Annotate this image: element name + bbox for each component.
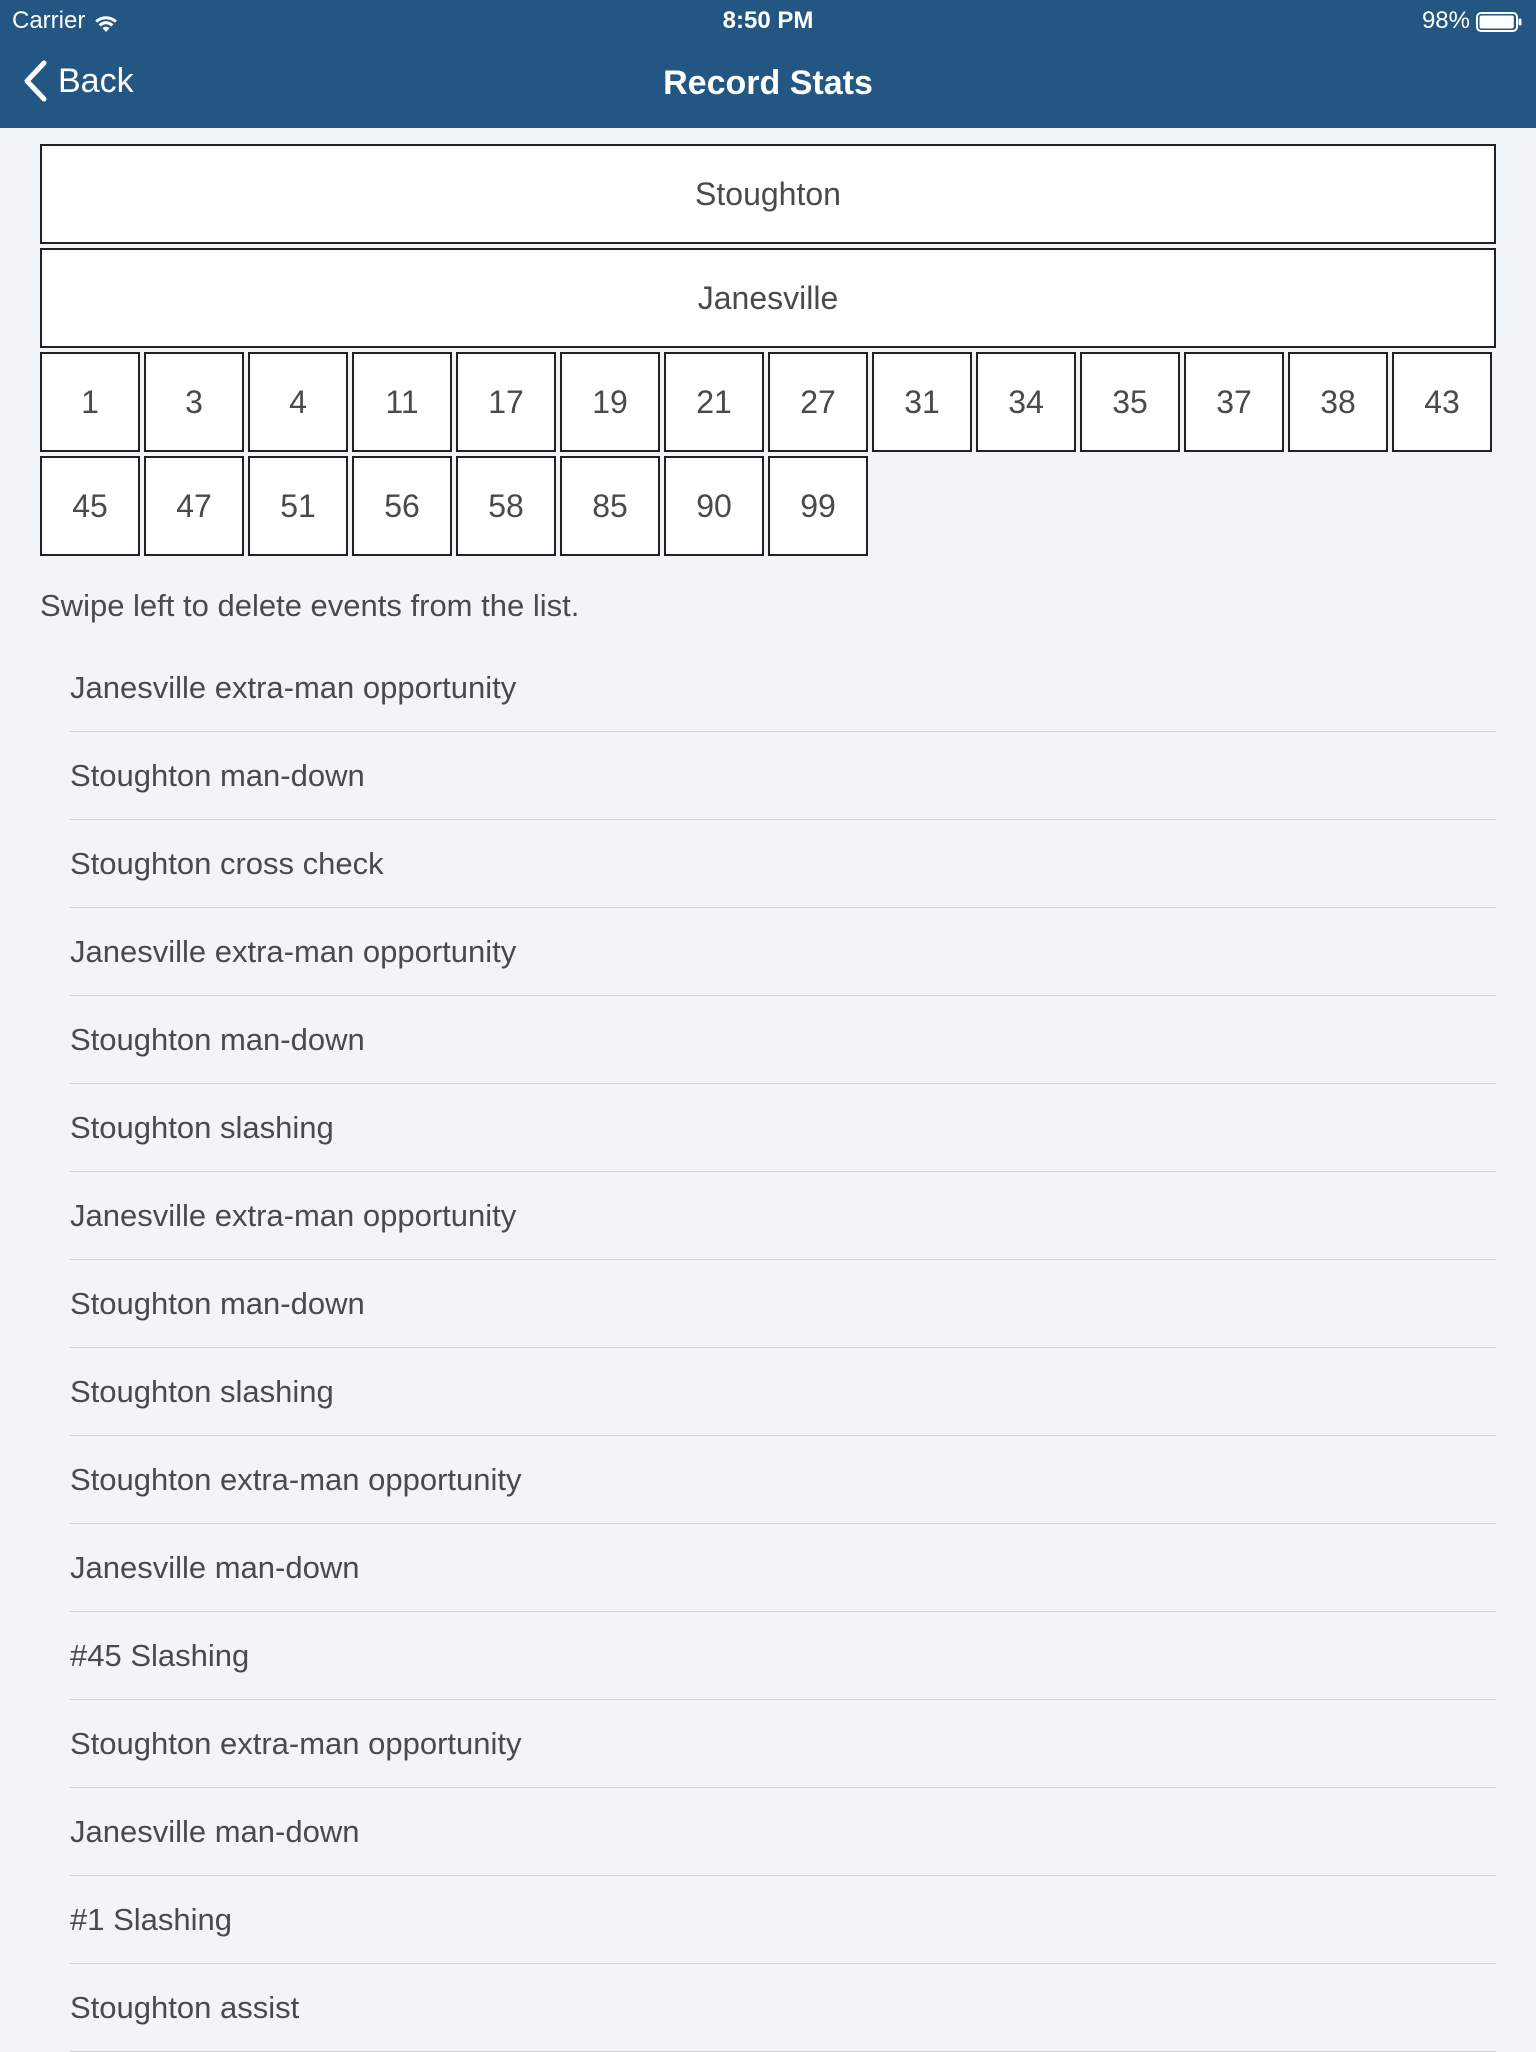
player-number-button[interactable]: 47 [144,456,244,556]
player-number-button[interactable]: 45 [40,456,140,556]
team-button-home[interactable]: Stoughton [40,144,1496,244]
player-number-button[interactable]: 99 [768,456,868,556]
player-number-button[interactable]: 19 [560,352,660,452]
player-number-button[interactable]: 51 [248,456,348,556]
event-list-item[interactable]: Stoughton man-down [70,732,1496,820]
status-bar [0,0,1536,40]
player-number-button[interactable]: 27 [768,352,868,452]
player-number-button[interactable]: 31 [872,352,972,452]
player-number-button[interactable]: 35 [1080,352,1180,452]
player-number-button[interactable]: 11 [352,352,452,452]
back-label: Back [58,61,134,100]
player-number-button[interactable]: 1 [40,352,140,452]
player-number-button[interactable]: 34 [976,352,1076,452]
event-list-item[interactable]: Janesville extra-man opportunity [70,644,1496,732]
battery-icon [1476,11,1522,31]
player-number-button[interactable]: 56 [352,456,452,556]
event-list-item[interactable]: Stoughton man-down [70,1260,1496,1348]
event-list-item[interactable]: Stoughton cross check [70,820,1496,908]
player-number-button[interactable]: 21 [664,352,764,452]
battery-indicator [1422,7,1522,35]
page-title: Record Stats [663,64,873,102]
event-list-item[interactable]: Stoughton assist [70,1964,1496,2052]
nav-bar [0,40,1536,128]
player-number-button[interactable]: 90 [664,456,764,556]
event-list-item[interactable]: Janesville extra-man opportunity [70,908,1496,996]
player-number-button[interactable]: 3 [144,352,244,452]
team-button-away[interactable]: Janesville [40,248,1496,348]
player-number-button[interactable]: 37 [1184,352,1284,452]
carrier-label: Carrier [12,7,86,34]
event-list-item[interactable]: Stoughton slashing [70,1348,1496,1436]
event-list-item[interactable]: Janesville man-down [70,1788,1496,1876]
player-number-button[interactable]: 38 [1288,352,1388,452]
swipe-hint: Swipe left to delete events from the list. [40,588,580,623]
player-number-button[interactable]: 43 [1392,352,1492,452]
battery-percent: 98% [1421,7,1470,34]
event-list-item[interactable]: Janesville extra-man opportunity [70,1172,1496,1260]
event-list-item[interactable]: #45 Slashing [70,1612,1496,1700]
player-number-grid [40,352,1496,556]
event-list-item[interactable]: Janesville man-down [70,1524,1496,1612]
player-number-button[interactable]: 4 [248,352,348,452]
event-list-item[interactable]: Stoughton man-down [70,996,1496,1084]
event-list-item[interactable]: #1 Slashing [70,1876,1496,1964]
player-number-button[interactable]: 17 [456,352,556,452]
status-time: 8:50 PM [722,7,814,34]
player-number-button[interactable]: 58 [456,456,556,556]
event-list-item[interactable]: Stoughton slashing [70,1084,1496,1172]
event-list-item[interactable]: Stoughton extra-man opportunity [70,1700,1496,1788]
header [0,0,1536,128]
player-number-button[interactable]: 85 [560,456,660,556]
event-list-item[interactable]: Stoughton extra-man opportunity [70,1436,1496,1524]
events-list [70,644,1496,2052]
